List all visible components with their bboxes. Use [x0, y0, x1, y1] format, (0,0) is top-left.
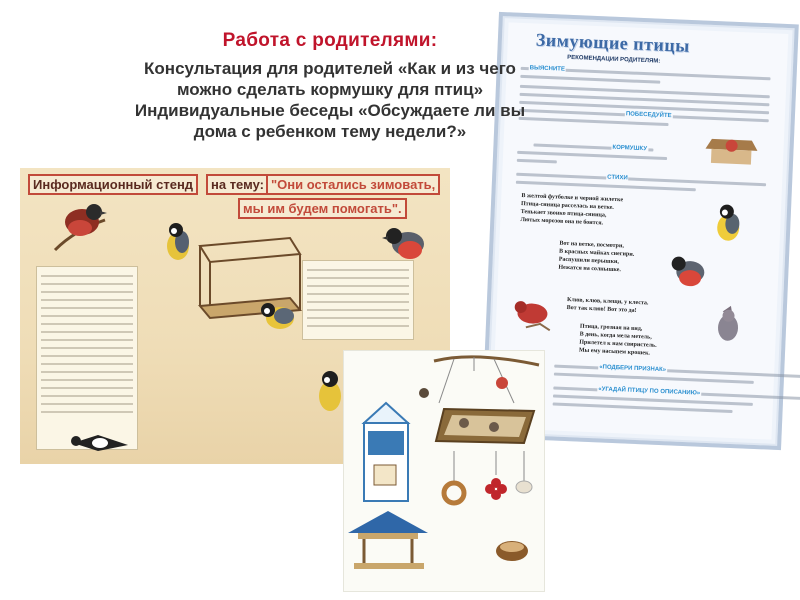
- poster-poem-line-2: Птица-синица расселась на ветке.: [520, 200, 614, 211]
- poster-poem-line-7: Распушили перышки,: [558, 256, 620, 266]
- poster-poem-line-1: В желтой футболке и черной жилетке: [521, 193, 624, 204]
- poster-poem-line-6: В красных майках снегири.: [558, 248, 635, 258]
- heading-line-4: дома с ребенком тему недели?»: [193, 122, 467, 141]
- poster-poem-line-4: Лютых морозов она не боится.: [520, 216, 604, 227]
- poster-subtitle: РЕКОМЕНДАЦИИ РОДИТЕЛЯМ:: [567, 54, 661, 65]
- slide-heading: [0, 30, 660, 142]
- poster-poem-line-12: В день, когда мела метель,: [579, 331, 652, 341]
- poster-poem-line-9: Клюв, клюв, клещи, у клеста.: [566, 297, 649, 307]
- poster-keyword-1: ВЫЯСНИТЕ: [529, 65, 565, 73]
- poster-waxwing-illustration: [707, 303, 749, 345]
- stand-banner-part-1: Информационный стенд: [28, 174, 198, 195]
- heading-line-3: Индивидуальные беседы «Обсуждаете ли вы: [134, 101, 526, 120]
- bullfinch-illustration: [50, 190, 110, 260]
- poster-poem-line-13: Прилетел к нам свиристель.: [579, 339, 657, 349]
- stand-banner-part-3: "Они остались зимовать,: [266, 174, 440, 195]
- poster-poem-line-8: Нежатся на солнышке.: [558, 264, 622, 274]
- poster-keyword-6: «УГАДАЙ ПТИЦУ ПО ОПИСАНИЮ»: [598, 386, 701, 397]
- poster-title: Зимующие птицы: [535, 29, 691, 56]
- poster-feeder-bird-illustration: [701, 131, 763, 173]
- heading-line-2: можно сделать кормушку для птиц»: [176, 80, 484, 99]
- tit-bird-2-illustration: [258, 296, 304, 336]
- feeders-drawing: [344, 351, 544, 591]
- stand-text-sheet-right: [302, 260, 414, 340]
- poster-keyword-4: СТИХИ: [607, 174, 628, 182]
- tit-bird-illustration: [158, 220, 198, 265]
- poster-bullfinch-illustration: [668, 251, 714, 291]
- poster-poem-line-11: Птица, грозная на вид,: [579, 323, 643, 333]
- poster-poem-line-5: Вот на ветке, посмотри,: [559, 240, 624, 250]
- poster-poem-line-10: Вот так клюв! Вот это да!: [566, 305, 637, 314]
- magpie-illustration: [68, 423, 138, 463]
- poster-keyword-2: ПОБЕСЕДУЙТЕ: [625, 111, 672, 120]
- stand-banner-part-2: на тему:: [206, 174, 269, 195]
- poster-keyword-5: «ПОДБЕРИ ПРИЗНАК»: [599, 364, 667, 374]
- poster-keyword-3: КОРМУШКУ: [612, 144, 648, 153]
- poster-poem-line-14: Мы ему насыпем крошек.: [578, 347, 651, 357]
- poster-poem-line-3: Тенькает звонко птица-синица,: [520, 208, 607, 219]
- poster-crossbill-illustration: [510, 293, 556, 335]
- stand-banner-part-4: мы им будем помогать".: [238, 198, 407, 219]
- feeders-illustration-sheet: [343, 350, 545, 592]
- poster-tit-illustration: [708, 201, 750, 245]
- heading-line-1: Консультация для родителей «Как и из чего: [144, 59, 516, 78]
- slide-title: Работа с родителями:: [222, 30, 438, 51]
